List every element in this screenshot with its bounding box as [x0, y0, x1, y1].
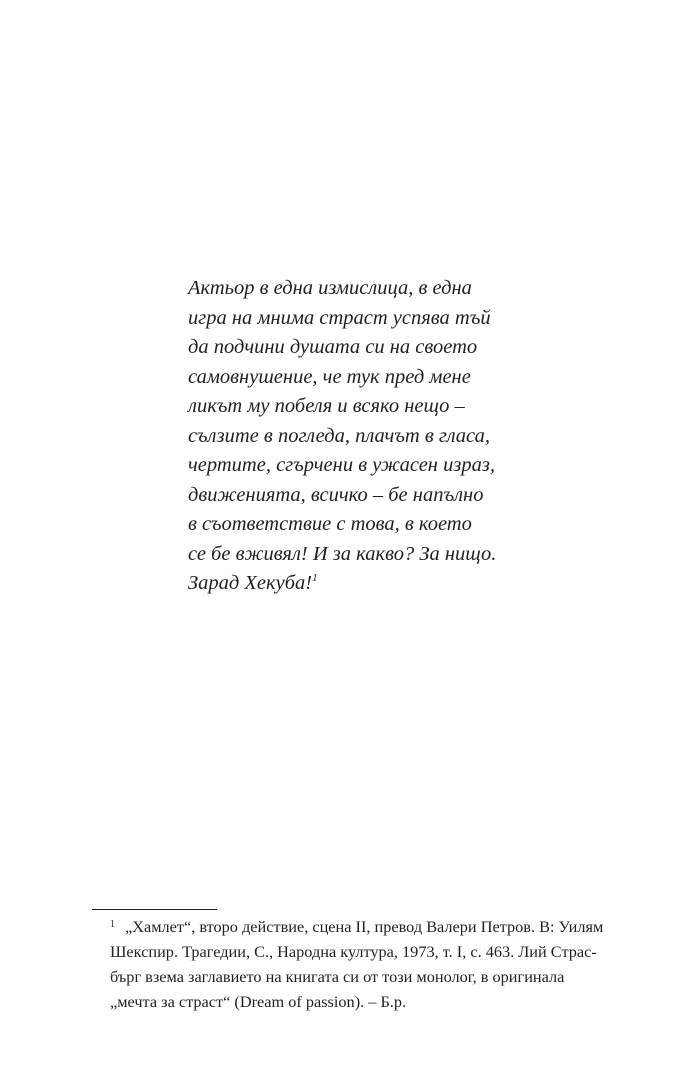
- epigraph-line: сълзите в погледа, плачът в гласа,: [188, 424, 490, 447]
- footnote-line: „мечта за страст“ (Dream of passion). – Б.р.: [110, 992, 407, 1011]
- epigraph-line: в съответствие с това, в което: [188, 513, 472, 535]
- epigraph-quote: [188, 274, 528, 599]
- footnote-divider: [92, 909, 217, 910]
- epigraph-line: игра на мнима страст успява тъй: [188, 306, 491, 329]
- epigraph-line: ликът му побеля и всяко нещо –: [188, 395, 465, 417]
- footnote-line: бърг взема заглавието на книгата си от този монолог, в оригинала: [110, 967, 565, 986]
- epigraph-line: чертите, сгърчени в ужасен израз,: [188, 454, 495, 476]
- epigraph-line: се бе вживял! И за какво? За нищо.: [188, 542, 497, 565]
- footnote: [110, 914, 620, 1014]
- epigraph-line: самовнушение, че тук пред мене: [188, 365, 471, 388]
- footnote-reference[interactable]: 1: [312, 572, 318, 585]
- epigraph-line: Актьор в една измислица, в една: [188, 277, 472, 299]
- footnote-line: Шекспир. Трагедии, С., Народна култура, 1973, т. I, с. 463. Лий Страс-: [110, 942, 597, 961]
- epigraph-last-line: [188, 569, 528, 599]
- footnote-marker: 1: [110, 919, 115, 930]
- epigraph-line: движенията, всичко – бе напълно: [188, 483, 484, 506]
- footnote-line: „Хамлет“, второ действие, сцена II, превод Валери Петров. В: Уилям: [125, 917, 604, 936]
- epigraph-line-text: Зарад Хекуба!: [188, 572, 313, 594]
- epigraph-line: да подчини душата си на своето: [188, 336, 478, 358]
